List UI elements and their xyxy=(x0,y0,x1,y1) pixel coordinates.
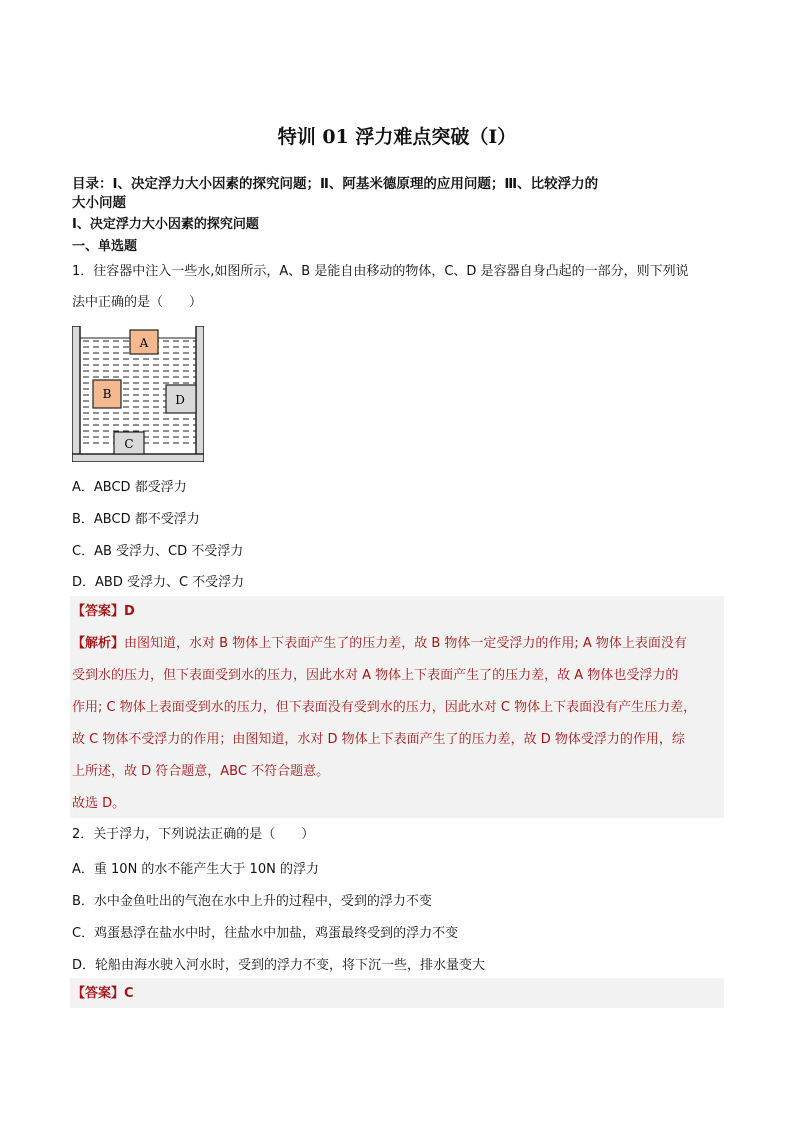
page-title: 特训 01 浮力难点突破（Ⅰ） xyxy=(277,126,517,148)
block-b-label: B xyxy=(102,387,112,401)
answer-value: C xyxy=(124,986,134,1001)
question-1-answer xyxy=(72,603,724,621)
block-a-label: A xyxy=(139,336,149,350)
question-2-stem: 2．关于浮力，下列说法正确的是（ ） xyxy=(72,827,315,842)
question-2-option-d: D．轮船由海水驶入河水时，受到的浮力不变，将下沉一些，排水量变大 xyxy=(72,958,486,973)
question-2-option-b: B．水中金鱼吐出的气泡在水中上升的过程中，受到的浮力不变 xyxy=(72,894,432,909)
question-2-answer xyxy=(72,985,724,1003)
question-1-analysis-line-2: 受到水的压力，但下表面受到水的压力，因此水对 A 物体上下表面产生了的压力差，故 A 物体也受浮力的 xyxy=(72,668,679,683)
answer-label: 【答案】 xyxy=(72,986,125,1001)
analysis-text: 由图知道，水对 B 物体上下表面产生了的压力差，故 B 物体一定受浮力的作用; A 物体上表面没有 xyxy=(124,636,687,651)
toc-line-1: 目录：Ⅰ、决定浮力大小因素的探究问题；Ⅱ、阿基米德原理的应用问题；Ⅲ、比较浮力的 xyxy=(72,176,599,192)
analysis-label: 【解析】 xyxy=(72,636,125,651)
question-1-stem-line-1: 1．往容器中注入一些水,如图所示，A、B 是能自由移动的物体，C、D 是容器自身凸起的一部分，则下列说 xyxy=(72,264,689,279)
question-1-stem-line-2: 法中正确的是（ ） xyxy=(72,295,203,310)
question-1-analysis-line-3: 作用; C 物体上表面受到水的压力，但下表面没有受到水的压力，因此水对 C 物体上下表面没有产生压力差， xyxy=(72,700,697,715)
question-1-option-b: B．ABCD 都不受浮力 xyxy=(72,512,200,527)
answer-label: 【答案】 xyxy=(72,604,125,619)
question-1-option-d: D．ABD 受浮力、C 不受浮力 xyxy=(72,575,245,590)
question-1-analysis-line-1 xyxy=(72,635,724,653)
question-1-option-a: A．ABCD 都受浮力 xyxy=(72,480,187,495)
toc-line-2: 大小问题 xyxy=(72,195,126,211)
answer-value: D xyxy=(124,604,135,619)
question-1-analysis-line-4: 故 C 物体不受浮力的作用；由图知道，水对 D 物体上下表面产生了的压力差，故 D 物体受浮力的作用，综 xyxy=(72,732,685,747)
bump-c-label: C xyxy=(124,437,134,451)
question-1-conclusion: 故选 D。 xyxy=(72,796,126,811)
container-figure xyxy=(72,326,204,462)
section-heading: Ⅰ、决定浮力大小因素的探究问题 xyxy=(72,217,259,232)
question-2-option-a: A．重 10N 的水不能产生大于 10N 的浮力 xyxy=(72,862,319,877)
question-1-option-c: C．AB 受浮力、CD 不受浮力 xyxy=(72,544,244,559)
question-1-analysis-line-5: 上所述，故 D 符合题意，ABC 不符合题意。 xyxy=(72,764,330,779)
subsection-heading: 一、单选题 xyxy=(72,239,138,254)
bump-d-label: D xyxy=(175,393,185,407)
question-2-option-c: C．鸡蛋悬浮在盐水中时，往盐水中加盐，鸡蛋最终受到的浮力不变 xyxy=(72,926,459,941)
